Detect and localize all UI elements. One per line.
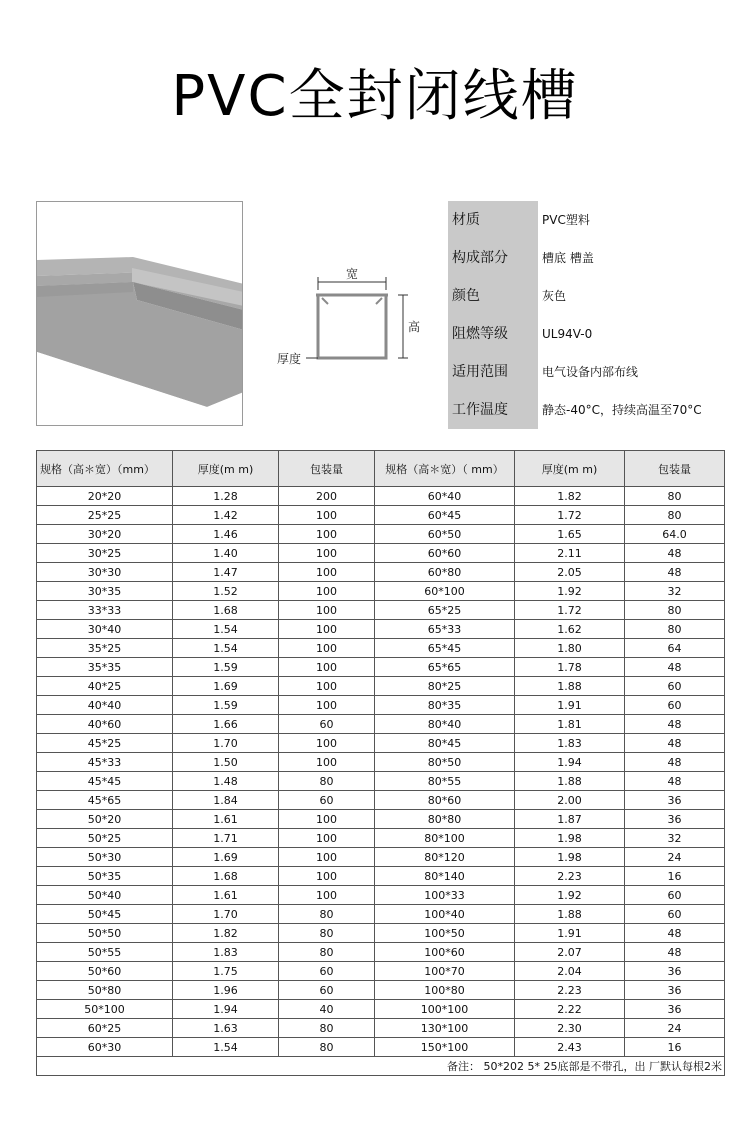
cell-size: 30*30 bbox=[37, 563, 173, 582]
cell-package: 100 bbox=[279, 544, 375, 563]
table-row bbox=[37, 829, 725, 848]
cell-thickness: 1.69 bbox=[173, 677, 279, 696]
table-row bbox=[37, 544, 725, 563]
cell-package-2: 80 bbox=[625, 601, 725, 620]
cell-thickness-2: 2.00 bbox=[515, 791, 625, 810]
table-row bbox=[37, 658, 725, 677]
cell-size-2: 150*100 bbox=[375, 1038, 515, 1057]
table-row bbox=[37, 677, 725, 696]
cell-size-2: 60*45 bbox=[375, 506, 515, 525]
spec-row-components bbox=[448, 239, 718, 277]
cell-package-2: 80 bbox=[625, 620, 725, 639]
product-photo bbox=[36, 201, 243, 426]
table-row bbox=[37, 772, 725, 791]
table-row bbox=[37, 582, 725, 601]
cell-thickness-2: 1.91 bbox=[515, 696, 625, 715]
spec-row-flame-rating bbox=[448, 315, 718, 353]
cell-package-2: 48 bbox=[625, 924, 725, 943]
cell-package: 80 bbox=[279, 1038, 375, 1057]
cell-size: 45*65 bbox=[37, 791, 173, 810]
table-row bbox=[37, 848, 725, 867]
table-row bbox=[37, 1038, 725, 1057]
cell-size-2: 60*80 bbox=[375, 563, 515, 582]
cell-package: 100 bbox=[279, 563, 375, 582]
cell-thickness: 1.68 bbox=[173, 601, 279, 620]
cell-thickness-2: 1.62 bbox=[515, 620, 625, 639]
table-row bbox=[37, 867, 725, 886]
table-row bbox=[37, 715, 725, 734]
table-row bbox=[37, 962, 725, 981]
cell-size-2: 80*80 bbox=[375, 810, 515, 829]
cell-size: 50*40 bbox=[37, 886, 173, 905]
cell-thickness: 1.94 bbox=[173, 1000, 279, 1019]
cell-size: 35*25 bbox=[37, 639, 173, 658]
cell-package: 100 bbox=[279, 601, 375, 620]
table-row bbox=[37, 734, 725, 753]
cell-package: 100 bbox=[279, 734, 375, 753]
cell-size: 50*60 bbox=[37, 962, 173, 981]
cell-thickness-2: 2.07 bbox=[515, 943, 625, 962]
cell-size-2: 80*140 bbox=[375, 867, 515, 886]
cell-thickness-2: 1.92 bbox=[515, 582, 625, 601]
cell-thickness-2: 2.23 bbox=[515, 867, 625, 886]
cell-thickness: 1.83 bbox=[173, 943, 279, 962]
col-header-package: 包装量 bbox=[279, 451, 375, 487]
cell-size: 50*45 bbox=[37, 905, 173, 924]
cell-size-2: 100*33 bbox=[375, 886, 515, 905]
cell-package-2: 36 bbox=[625, 791, 725, 810]
cell-size: 40*60 bbox=[37, 715, 173, 734]
table-row bbox=[37, 753, 725, 772]
cell-package: 100 bbox=[279, 658, 375, 677]
cell-thickness: 1.66 bbox=[173, 715, 279, 734]
cell-thickness: 1.54 bbox=[173, 639, 279, 658]
table-row bbox=[37, 506, 725, 525]
cell-thickness-2: 2.04 bbox=[515, 962, 625, 981]
cell-size: 50*55 bbox=[37, 943, 173, 962]
cell-size: 60*25 bbox=[37, 1019, 173, 1038]
cell-size-2: 80*120 bbox=[375, 848, 515, 867]
spec-key: 阻燃等级 bbox=[448, 315, 538, 353]
cell-package-2: 48 bbox=[625, 943, 725, 962]
cell-thickness: 1.28 bbox=[173, 487, 279, 506]
cell-size-2: 80*40 bbox=[375, 715, 515, 734]
cell-size-2: 80*55 bbox=[375, 772, 515, 791]
cell-size-2: 100*80 bbox=[375, 981, 515, 1000]
cell-thickness: 1.71 bbox=[173, 829, 279, 848]
col-header-thickness: 厚度(m m) bbox=[173, 451, 279, 487]
cell-size: 50*35 bbox=[37, 867, 173, 886]
cell-package-2: 80 bbox=[625, 487, 725, 506]
table-row bbox=[37, 791, 725, 810]
cell-package-2: 16 bbox=[625, 867, 725, 886]
cell-package-2: 32 bbox=[625, 829, 725, 848]
cell-package: 200 bbox=[279, 487, 375, 506]
cell-thickness: 1.63 bbox=[173, 1019, 279, 1038]
cross-section-diagram bbox=[272, 262, 432, 372]
cell-package: 60 bbox=[279, 715, 375, 734]
cell-package: 100 bbox=[279, 886, 375, 905]
cell-size-2: 100*100 bbox=[375, 1000, 515, 1019]
cell-size-2: 80*45 bbox=[375, 734, 515, 753]
cell-package: 80 bbox=[279, 943, 375, 962]
cell-size-2: 100*40 bbox=[375, 905, 515, 924]
cell-package-2: 48 bbox=[625, 544, 725, 563]
cell-size-2: 80*25 bbox=[375, 677, 515, 696]
cell-size: 30*40 bbox=[37, 620, 173, 639]
cell-thickness-2: 1.94 bbox=[515, 753, 625, 772]
cell-size-2: 60*100 bbox=[375, 582, 515, 601]
cell-thickness: 1.75 bbox=[173, 962, 279, 981]
cell-package: 100 bbox=[279, 753, 375, 772]
cell-thickness: 1.46 bbox=[173, 525, 279, 544]
spec-row-color bbox=[448, 277, 718, 315]
cell-size-2: 80*35 bbox=[375, 696, 515, 715]
cell-package-2: 36 bbox=[625, 1000, 725, 1019]
table-row bbox=[37, 1000, 725, 1019]
cell-thickness-2: 1.82 bbox=[515, 487, 625, 506]
cell-size-2: 65*65 bbox=[375, 658, 515, 677]
cell-package: 100 bbox=[279, 525, 375, 544]
cell-thickness-2: 1.88 bbox=[515, 905, 625, 924]
page-title: PVC全封闭线槽 bbox=[171, 64, 579, 129]
cell-package: 80 bbox=[279, 1019, 375, 1038]
spec-value: 槽底 槽盖 bbox=[542, 251, 594, 265]
table-row bbox=[37, 981, 725, 1000]
table-row bbox=[37, 1019, 725, 1038]
cell-thickness-2: 2.11 bbox=[515, 544, 625, 563]
spec-key: 颜色 bbox=[448, 277, 538, 315]
table-header-row bbox=[37, 451, 725, 487]
cell-package: 100 bbox=[279, 829, 375, 848]
table-row bbox=[37, 487, 725, 506]
cell-size: 50*30 bbox=[37, 848, 173, 867]
cell-thickness-2: 1.87 bbox=[515, 810, 625, 829]
table-row bbox=[37, 563, 725, 582]
table-row bbox=[37, 696, 725, 715]
cell-package: 100 bbox=[279, 867, 375, 886]
cell-package-2: 24 bbox=[625, 848, 725, 867]
cell-thickness-2: 1.98 bbox=[515, 848, 625, 867]
cell-size-2: 100*50 bbox=[375, 924, 515, 943]
cell-thickness-2: 1.91 bbox=[515, 924, 625, 943]
cell-size: 60*30 bbox=[37, 1038, 173, 1057]
cell-size: 50*80 bbox=[37, 981, 173, 1000]
cell-thickness: 1.59 bbox=[173, 658, 279, 677]
cell-size: 20*20 bbox=[37, 487, 173, 506]
cell-size: 50*20 bbox=[37, 810, 173, 829]
cell-thickness-2: 1.65 bbox=[515, 525, 625, 544]
spec-value: PVC塑料 bbox=[542, 213, 590, 227]
cell-package-2: 48 bbox=[625, 734, 725, 753]
cell-package: 100 bbox=[279, 677, 375, 696]
height-label: 高 bbox=[408, 320, 421, 334]
cell-size: 50*25 bbox=[37, 829, 173, 848]
cell-thickness-2: 1.98 bbox=[515, 829, 625, 848]
table-note-row bbox=[37, 1057, 725, 1076]
cell-thickness: 1.82 bbox=[173, 924, 279, 943]
cell-thickness: 1.40 bbox=[173, 544, 279, 563]
cell-size: 50*100 bbox=[37, 1000, 173, 1019]
cell-thickness-2: 1.83 bbox=[515, 734, 625, 753]
table-row bbox=[37, 886, 725, 905]
cell-thickness: 1.50 bbox=[173, 753, 279, 772]
cell-package: 100 bbox=[279, 848, 375, 867]
cell-package-2: 60 bbox=[625, 696, 725, 715]
spec-value: 静态-40°C，持续高温至70°C bbox=[542, 403, 702, 417]
cell-thickness-2: 2.22 bbox=[515, 1000, 625, 1019]
cell-thickness: 1.48 bbox=[173, 772, 279, 791]
cell-size: 33*33 bbox=[37, 601, 173, 620]
cell-thickness-2: 1.81 bbox=[515, 715, 625, 734]
cell-size: 45*33 bbox=[37, 753, 173, 772]
cell-size: 30*35 bbox=[37, 582, 173, 601]
col-header-size: 规格（高＊宽）（mm） bbox=[37, 451, 173, 487]
cell-package-2: 36 bbox=[625, 962, 725, 981]
cell-thickness: 1.52 bbox=[173, 582, 279, 601]
cell-thickness-2: 1.72 bbox=[515, 601, 625, 620]
cell-size: 40*40 bbox=[37, 696, 173, 715]
cell-size: 30*25 bbox=[37, 544, 173, 563]
table-row bbox=[37, 905, 725, 924]
cell-package: 100 bbox=[279, 696, 375, 715]
table-row bbox=[37, 924, 725, 943]
cell-size-2: 65*25 bbox=[375, 601, 515, 620]
spec-row-temperature bbox=[448, 391, 718, 429]
cell-package: 40 bbox=[279, 1000, 375, 1019]
cell-package-2: 64.0 bbox=[625, 525, 725, 544]
cell-thickness-2: 2.23 bbox=[515, 981, 625, 1000]
cell-size-2: 80*50 bbox=[375, 753, 515, 772]
cell-package-2: 48 bbox=[625, 772, 725, 791]
cell-package-2: 60 bbox=[625, 905, 725, 924]
col-header-thickness-2: 厚度(m m) bbox=[515, 451, 625, 487]
cell-size: 25*25 bbox=[37, 506, 173, 525]
cell-size: 50*50 bbox=[37, 924, 173, 943]
cell-thickness: 1.84 bbox=[173, 791, 279, 810]
thickness-label: 厚度 bbox=[277, 352, 302, 366]
spec-value: 灰色 bbox=[542, 289, 567, 303]
spec-key: 构成部分 bbox=[448, 239, 538, 277]
cell-package-2: 48 bbox=[625, 658, 725, 677]
spec-row-application bbox=[448, 353, 718, 391]
cell-size: 35*35 bbox=[37, 658, 173, 677]
cell-package-2: 32 bbox=[625, 582, 725, 601]
spec-key: 材质 bbox=[448, 201, 538, 239]
table-row bbox=[37, 639, 725, 658]
cell-size-2: 80*100 bbox=[375, 829, 515, 848]
table-row bbox=[37, 601, 725, 620]
cell-package: 80 bbox=[279, 905, 375, 924]
cell-size-2: 65*45 bbox=[375, 639, 515, 658]
cell-package-2: 16 bbox=[625, 1038, 725, 1057]
spec-row-material bbox=[448, 201, 718, 239]
cell-package-2: 36 bbox=[625, 810, 725, 829]
cell-thickness-2: 2.43 bbox=[515, 1038, 625, 1057]
cell-package: 60 bbox=[279, 962, 375, 981]
cell-package-2: 24 bbox=[625, 1019, 725, 1038]
cell-thickness-2: 1.88 bbox=[515, 677, 625, 696]
cell-thickness-2: 1.88 bbox=[515, 772, 625, 791]
table-row bbox=[37, 525, 725, 544]
table-row bbox=[37, 810, 725, 829]
cell-thickness-2: 1.78 bbox=[515, 658, 625, 677]
cell-size-2: 100*70 bbox=[375, 962, 515, 981]
cell-package: 100 bbox=[279, 506, 375, 525]
cell-thickness: 1.47 bbox=[173, 563, 279, 582]
cell-size: 30*20 bbox=[37, 525, 173, 544]
cell-thickness-2: 2.05 bbox=[515, 563, 625, 582]
cell-thickness-2: 1.80 bbox=[515, 639, 625, 658]
cell-thickness-2: 1.92 bbox=[515, 886, 625, 905]
cell-thickness: 1.70 bbox=[173, 734, 279, 753]
cell-thickness: 1.70 bbox=[173, 905, 279, 924]
cell-package: 100 bbox=[279, 620, 375, 639]
cell-package: 100 bbox=[279, 639, 375, 658]
cell-package-2: 48 bbox=[625, 563, 725, 582]
cell-size: 45*25 bbox=[37, 734, 173, 753]
spec-value: UL94V-0 bbox=[542, 327, 593, 341]
cell-thickness: 1.68 bbox=[173, 867, 279, 886]
cell-size-2: 130*100 bbox=[375, 1019, 515, 1038]
table-note: 备注： 50*202 5* 25底部是不带孔，出 厂默认每根2米 bbox=[37, 1057, 725, 1076]
cell-size-2: 60*50 bbox=[375, 525, 515, 544]
cell-package-2: 48 bbox=[625, 753, 725, 772]
cell-package-2: 48 bbox=[625, 715, 725, 734]
cell-thickness: 1.54 bbox=[173, 1038, 279, 1057]
table-row bbox=[37, 943, 725, 962]
cell-thickness-2: 2.30 bbox=[515, 1019, 625, 1038]
col-header-package-2: 包装量 bbox=[625, 451, 725, 487]
cell-package-2: 60 bbox=[625, 886, 725, 905]
spec-value: 电气设备内部布线 bbox=[542, 365, 639, 379]
cell-size: 40*25 bbox=[37, 677, 173, 696]
cell-thickness: 1.42 bbox=[173, 506, 279, 525]
spec-key: 适用范围 bbox=[448, 353, 538, 391]
cell-package-2: 64 bbox=[625, 639, 725, 658]
spec-key: 工作温度 bbox=[448, 391, 538, 429]
cell-thickness: 1.69 bbox=[173, 848, 279, 867]
cell-package: 100 bbox=[279, 810, 375, 829]
cell-thickness: 1.54 bbox=[173, 620, 279, 639]
cell-thickness: 1.61 bbox=[173, 810, 279, 829]
table-body bbox=[37, 487, 725, 1057]
cell-package-2: 60 bbox=[625, 677, 725, 696]
cell-package-2: 36 bbox=[625, 981, 725, 1000]
cell-size-2: 60*40 bbox=[375, 487, 515, 506]
cell-size-2: 60*60 bbox=[375, 544, 515, 563]
cell-package: 80 bbox=[279, 772, 375, 791]
cell-thickness: 1.96 bbox=[173, 981, 279, 1000]
width-label: 宽 bbox=[346, 267, 359, 281]
col-header-size-2: 规格（高＊宽）（ mm） bbox=[375, 451, 515, 487]
cell-package-2: 80 bbox=[625, 506, 725, 525]
cell-thickness: 1.61 bbox=[173, 886, 279, 905]
spec-table bbox=[36, 450, 725, 1076]
table-row bbox=[37, 620, 725, 639]
cell-package: 100 bbox=[279, 582, 375, 601]
cell-size-2: 100*60 bbox=[375, 943, 515, 962]
cell-size-2: 80*60 bbox=[375, 791, 515, 810]
cell-size-2: 65*33 bbox=[375, 620, 515, 639]
cell-thickness-2: 1.72 bbox=[515, 506, 625, 525]
cell-size: 45*45 bbox=[37, 772, 173, 791]
cell-thickness: 1.59 bbox=[173, 696, 279, 715]
cell-package: 60 bbox=[279, 981, 375, 1000]
cell-package: 60 bbox=[279, 791, 375, 810]
cell-package: 80 bbox=[279, 924, 375, 943]
